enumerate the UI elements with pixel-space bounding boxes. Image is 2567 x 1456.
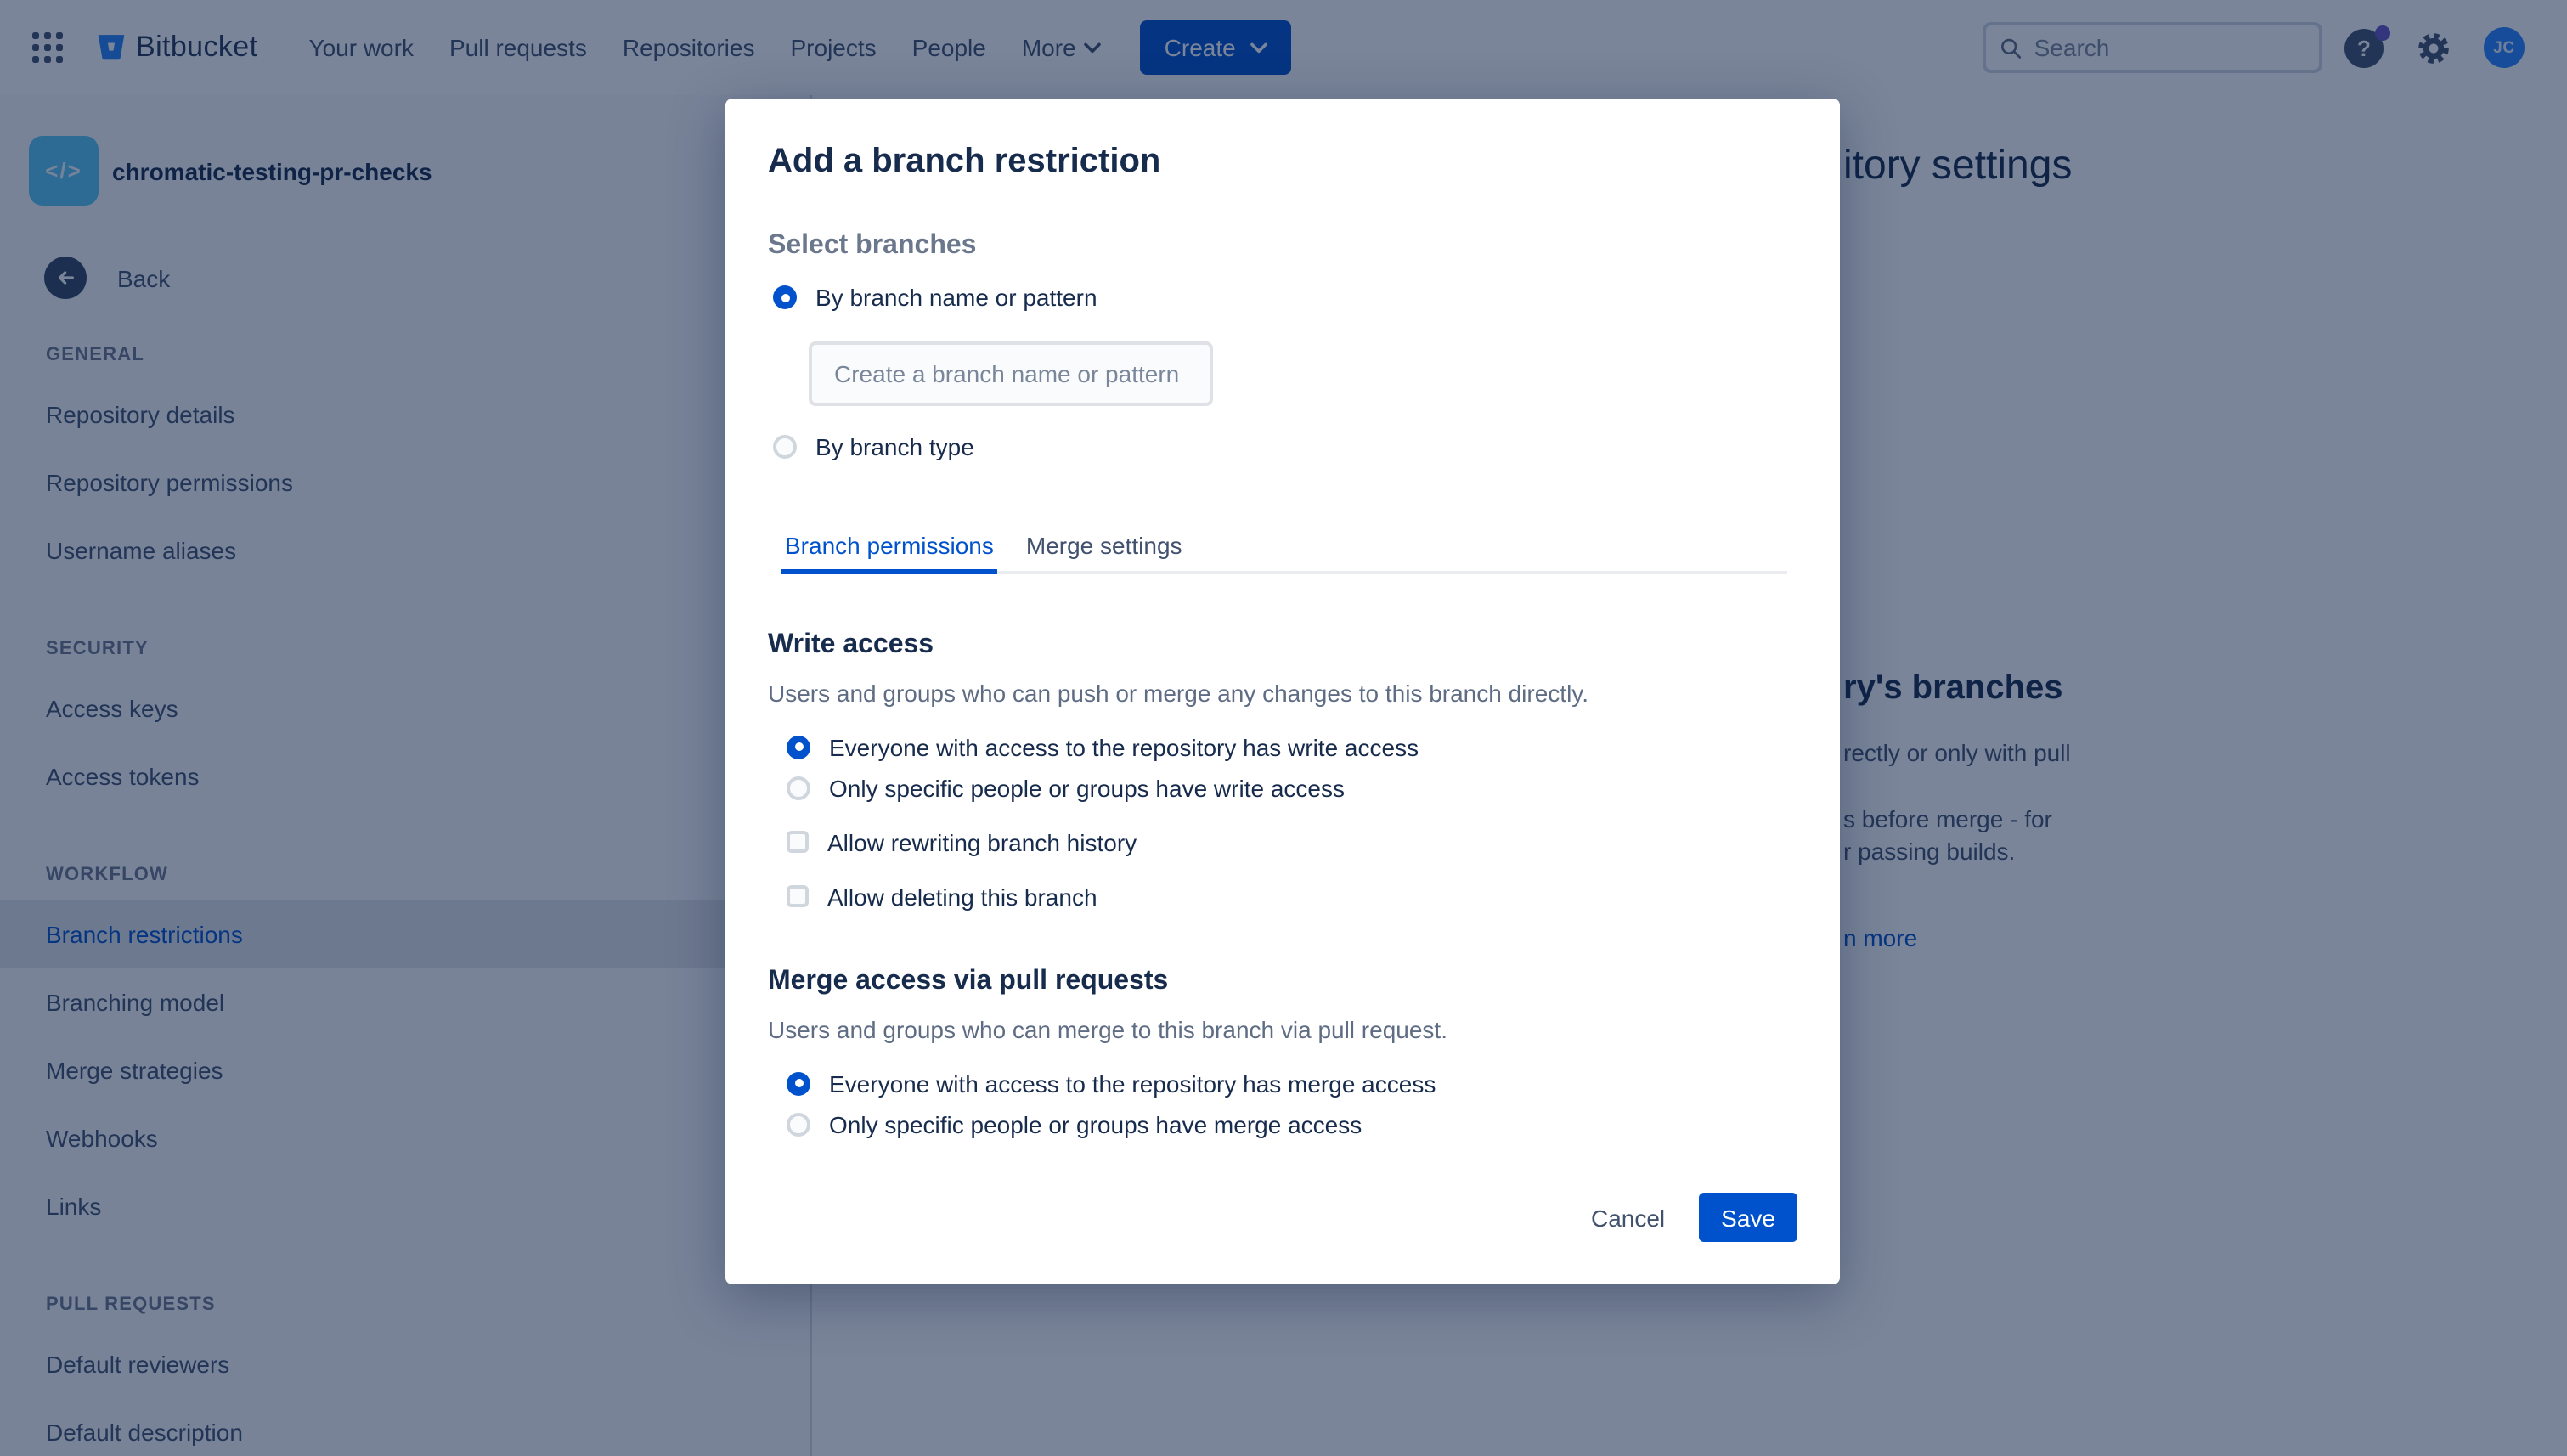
- checkbox-unchecked-icon: [787, 885, 809, 907]
- modal-tabs: [781, 532, 1787, 573]
- radio-by-branch-name-or-pattern[interactable]: By branch name or pattern: [768, 280, 1797, 314]
- merge-access-description: Users and groups who can merge to this branch via pull request.: [768, 1015, 1447, 1042]
- checkbox-allow-deleting-branch[interactable]: Allow deleting this branch: [768, 879, 1797, 913]
- save-button[interactable]: Save: [1699, 1193, 1797, 1242]
- tab-branch-permissions[interactable]: Branch permissions: [781, 532, 997, 574]
- checkbox-unchecked-icon: [787, 831, 809, 853]
- write-access-description: Users and groups who can push or merge any changes to this branch directly.: [768, 679, 1588, 706]
- add-branch-restriction-modal: [725, 99, 1840, 1284]
- branch-pattern-input[interactable]: [809, 341, 1213, 406]
- radio-specific-write-access[interactable]: Only specific people or groups have write access: [768, 770, 1797, 804]
- radio-unselected-icon: [787, 1112, 810, 1136]
- radio-unselected-icon: [773, 435, 797, 459]
- radio-specific-merge-access[interactable]: Only specific people or groups have merge access: [768, 1107, 1797, 1141]
- radio-selected-icon: [773, 285, 797, 309]
- radio-by-branch-type[interactable]: By branch type: [768, 430, 1797, 464]
- write-access-heading: Write access: [768, 629, 934, 658]
- merge-access-heading: Merge access via pull requests: [768, 966, 1169, 995]
- radio-everyone-merge-access[interactable]: Everyone with access to the repository has merge access: [768, 1066, 1797, 1100]
- radio-selected-icon: [787, 1071, 810, 1095]
- select-branches-heading: Select branches: [768, 231, 977, 260]
- tab-merge-settings[interactable]: Merge settings: [1025, 532, 1182, 559]
- radio-everyone-write-access[interactable]: Everyone with access to the repository has write access: [768, 730, 1797, 764]
- radio-selected-icon: [787, 735, 810, 759]
- modal-footer: [1571, 1193, 1797, 1242]
- radio-unselected-icon: [787, 776, 810, 799]
- checkbox-allow-rewriting-history[interactable]: Allow rewriting branch history: [768, 825, 1797, 859]
- cancel-button[interactable]: Cancel: [1571, 1195, 1685, 1239]
- modal-title: Add a branch restriction: [768, 143, 1161, 180]
